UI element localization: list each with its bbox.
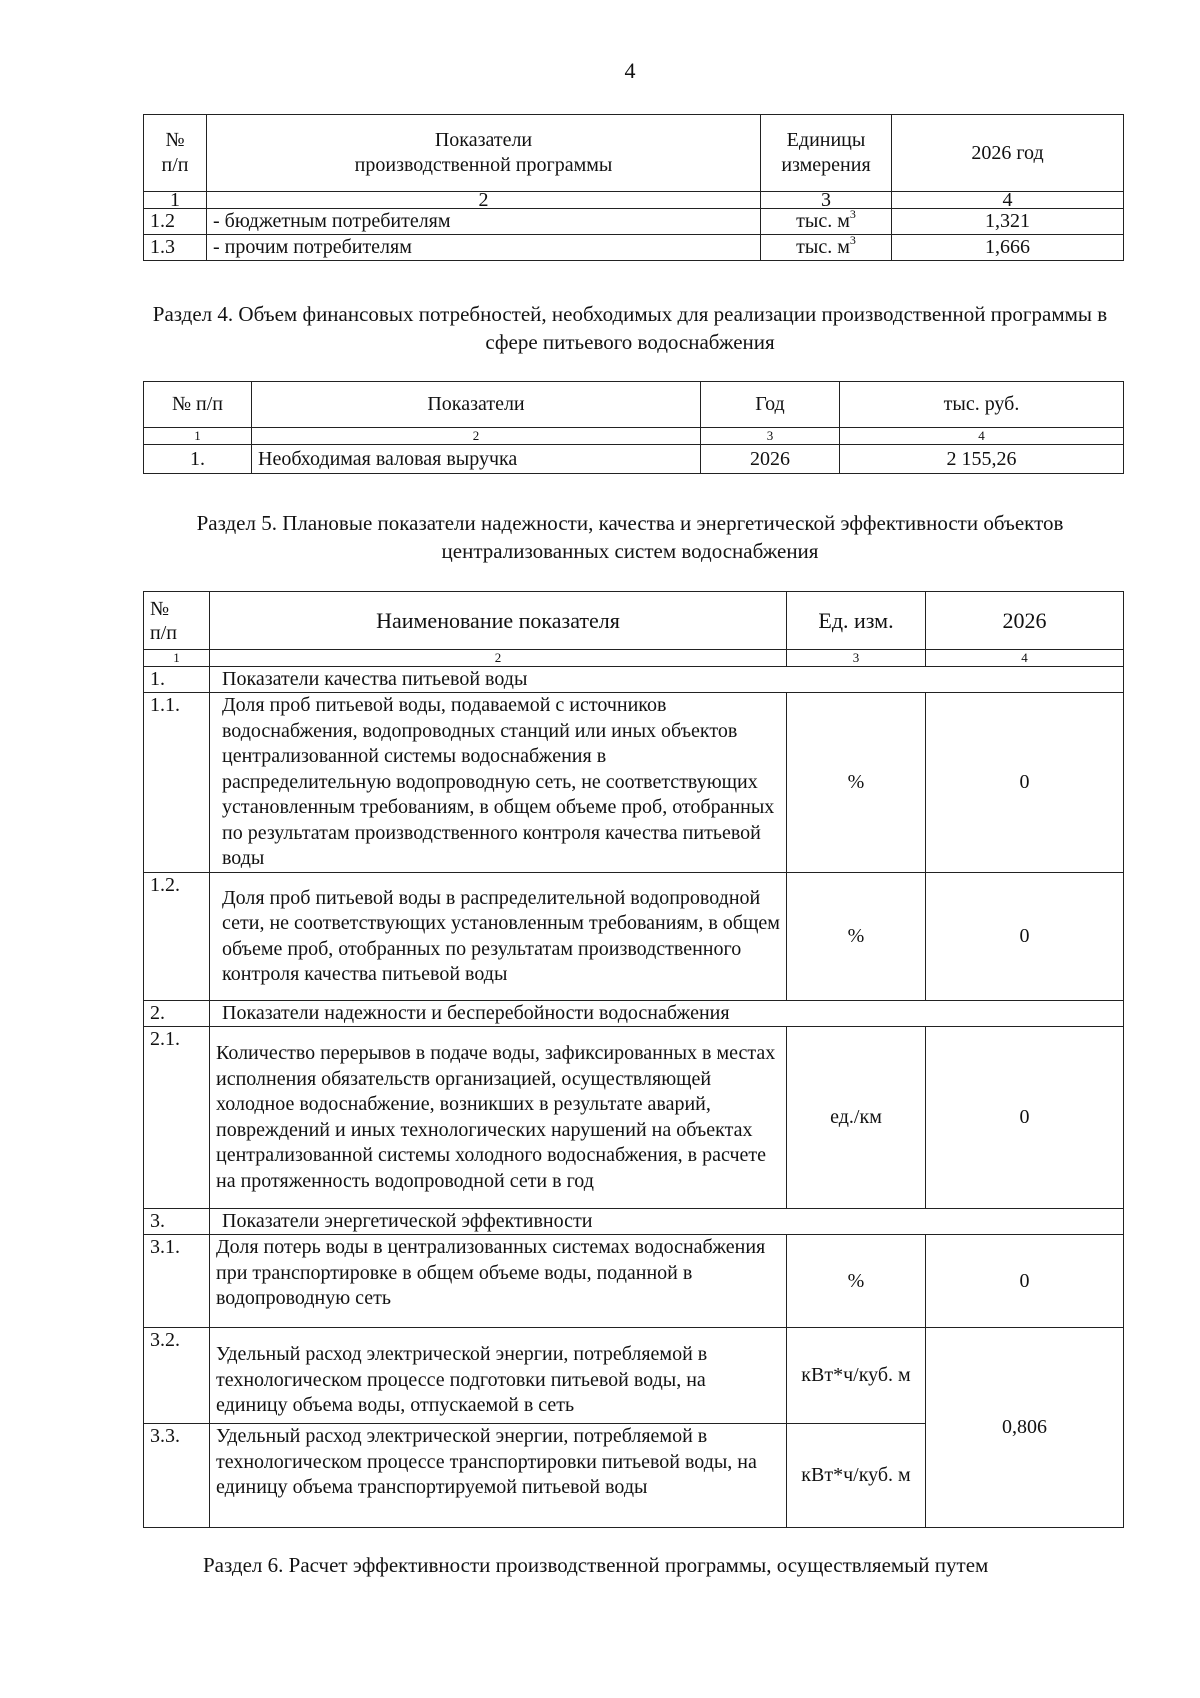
col-header-units: Единицы измерения [761, 115, 892, 192]
row-number: 1. [144, 445, 252, 474]
row-number: 2.1. [144, 1027, 210, 1209]
row-number: 1.3 [144, 235, 207, 261]
table-row [144, 1235, 1124, 1328]
row-unit: тыс. $м^3$ [761, 209, 892, 235]
group-row [144, 1209, 1124, 1235]
col-header-number: № п/п [144, 592, 210, 650]
group-row [144, 1001, 1124, 1027]
group-number: 3. [144, 1209, 210, 1235]
col-header-year: Год [701, 382, 840, 428]
col-header-indicators: Показатели [252, 382, 701, 428]
col-number: 2 [252, 428, 701, 445]
row-name: Количество перерывов в подаче воды, зафиксированных в местах исполнения обязательств организацией, осуществляющей холодное водоснабжение, возникших в результате аварий, повреждений и иных технологических нарушений на объектах централизованной системы холодного водоснабжения, в расчете на протяженность водопроводной сети в год [210, 1027, 787, 1209]
col-header-year: 2026 [926, 592, 1124, 650]
table-row [144, 209, 1124, 235]
row-number: 3.2. [144, 1328, 210, 1424]
col-header-year: 2026 год [892, 115, 1124, 192]
row-unit: кВт*ч/куб. м [787, 1328, 926, 1424]
row-name: Доля проб питьевой воды, подаваемой с источников водоснабжения, водопроводных станций или иных объектов централизованной системы водоснабжения в распределительную водопроводную сеть, не соответствующих установленным требованиям, в общем объеме проб, отобранных по результатам производственного контроля качества питьевой воды [210, 693, 787, 873]
col-number: 4 [926, 650, 1124, 667]
table-row [144, 693, 1124, 873]
col-header-number: № п/п [144, 382, 252, 428]
col-number: 4 [892, 192, 1124, 209]
page-number: 4 [624, 58, 636, 83]
row-value-merged: 0,806 [926, 1328, 1124, 1528]
col-number: 3 [701, 428, 840, 445]
row-name: Удельный расход электрической энергии, потребляемой в технологическом процессе транспортировки питьевой воды, на единицу объема транспортируемой питьевой воды [210, 1424, 787, 1528]
row-year: 2026 [701, 445, 840, 474]
row-unit: % [787, 693, 926, 873]
table-row [144, 445, 1124, 474]
table-row [144, 235, 1124, 261]
row-unit: ед./км [787, 1027, 926, 1209]
row-unit: % [787, 873, 926, 1001]
col-number: 2 [207, 192, 761, 209]
row-name: Доля потерь воды в централизованных системах водоснабжения при транспортировке в общем объеме воды, поданной в водопроводную сеть [210, 1235, 787, 1328]
col-number: 3 [787, 650, 926, 667]
row-value: 2 155,26 [840, 445, 1124, 474]
row-number: 1.2 [144, 209, 207, 235]
row-value: 0 [926, 1235, 1124, 1328]
row-name: Доля проб питьевой воды в распределительной водопроводной сети, не соответствующих установленным требованиям, в общем объеме проб, отобранных по результатам производственного контроля качества питьевой воды [210, 873, 787, 1001]
group-name: Показатели качества питьевой воды [210, 667, 1124, 693]
row-name: - прочим потребителям [207, 235, 761, 261]
section-5-title: Раздел 5. Плановые показатели надежности, качества и энергетической эффективности объектов централизованных систем водоснабжения [196, 511, 1064, 563]
production-program-table [143, 114, 1124, 261]
row-name: Удельный расход электрической энергии, потребляемой в технологическом процессе подготовки питьевой воды, на единицу объема воды, отпускаемой в сеть [210, 1328, 787, 1424]
row-number: 1.2. [144, 873, 210, 1001]
group-name: Показатели надежности и бесперебойности водоснабжения [210, 1001, 1124, 1027]
row-unit: кВт*ч/куб. м [787, 1424, 926, 1528]
col-header-unit: Ед. изм. [787, 592, 926, 650]
row-value: 0 [926, 693, 1124, 873]
section-4-title: Раздел 4. Объем финансовых потребностей, необходимых для реализации производственной программы в сфере питьевого водоснабжения [152, 302, 1108, 354]
section-6-title: Раздел 6. Расчет эффективности производственной программы, осуществляемый путем [203, 1553, 989, 1577]
col-number: 3 [761, 192, 892, 209]
col-header-amount: тыс. руб. [840, 382, 1124, 428]
table-row [144, 1027, 1124, 1209]
col-number: 1 [144, 192, 207, 209]
reliability-quality-efficiency-table [143, 591, 1124, 1528]
row-number: 1.1. [144, 693, 210, 873]
group-row [144, 667, 1124, 693]
row-unit: тыс. $м^3$ [761, 235, 892, 261]
col-number: 2 [210, 650, 787, 667]
row-number: 3.3. [144, 1424, 210, 1528]
row-unit: % [787, 1235, 926, 1328]
table-row [144, 873, 1124, 1001]
row-value: 1,321 [892, 209, 1124, 235]
row-value: 0 [926, 873, 1124, 1001]
row-name: Необходимая валовая выручка [252, 445, 701, 474]
col-number: 1 [144, 428, 252, 445]
group-number: 2. [144, 1001, 210, 1027]
col-number: 4 [840, 428, 1124, 445]
row-value: 0 [926, 1027, 1124, 1209]
col-header-number: № п/п [144, 115, 207, 192]
col-header-indicator-name: Наименование показателя [210, 592, 787, 650]
group-number: 1. [144, 667, 210, 693]
row-name: - бюджетным потребителям [207, 209, 761, 235]
row-number: 3.1. [144, 1235, 210, 1328]
col-header-indicators: Показатели производственной программы [207, 115, 761, 192]
financial-needs-table [143, 381, 1124, 474]
table-row [144, 1328, 1124, 1424]
row-value: 1,666 [892, 235, 1124, 261]
group-name: Показатели энергетической эффективности [210, 1209, 1124, 1235]
col-number: 1 [144, 650, 210, 667]
